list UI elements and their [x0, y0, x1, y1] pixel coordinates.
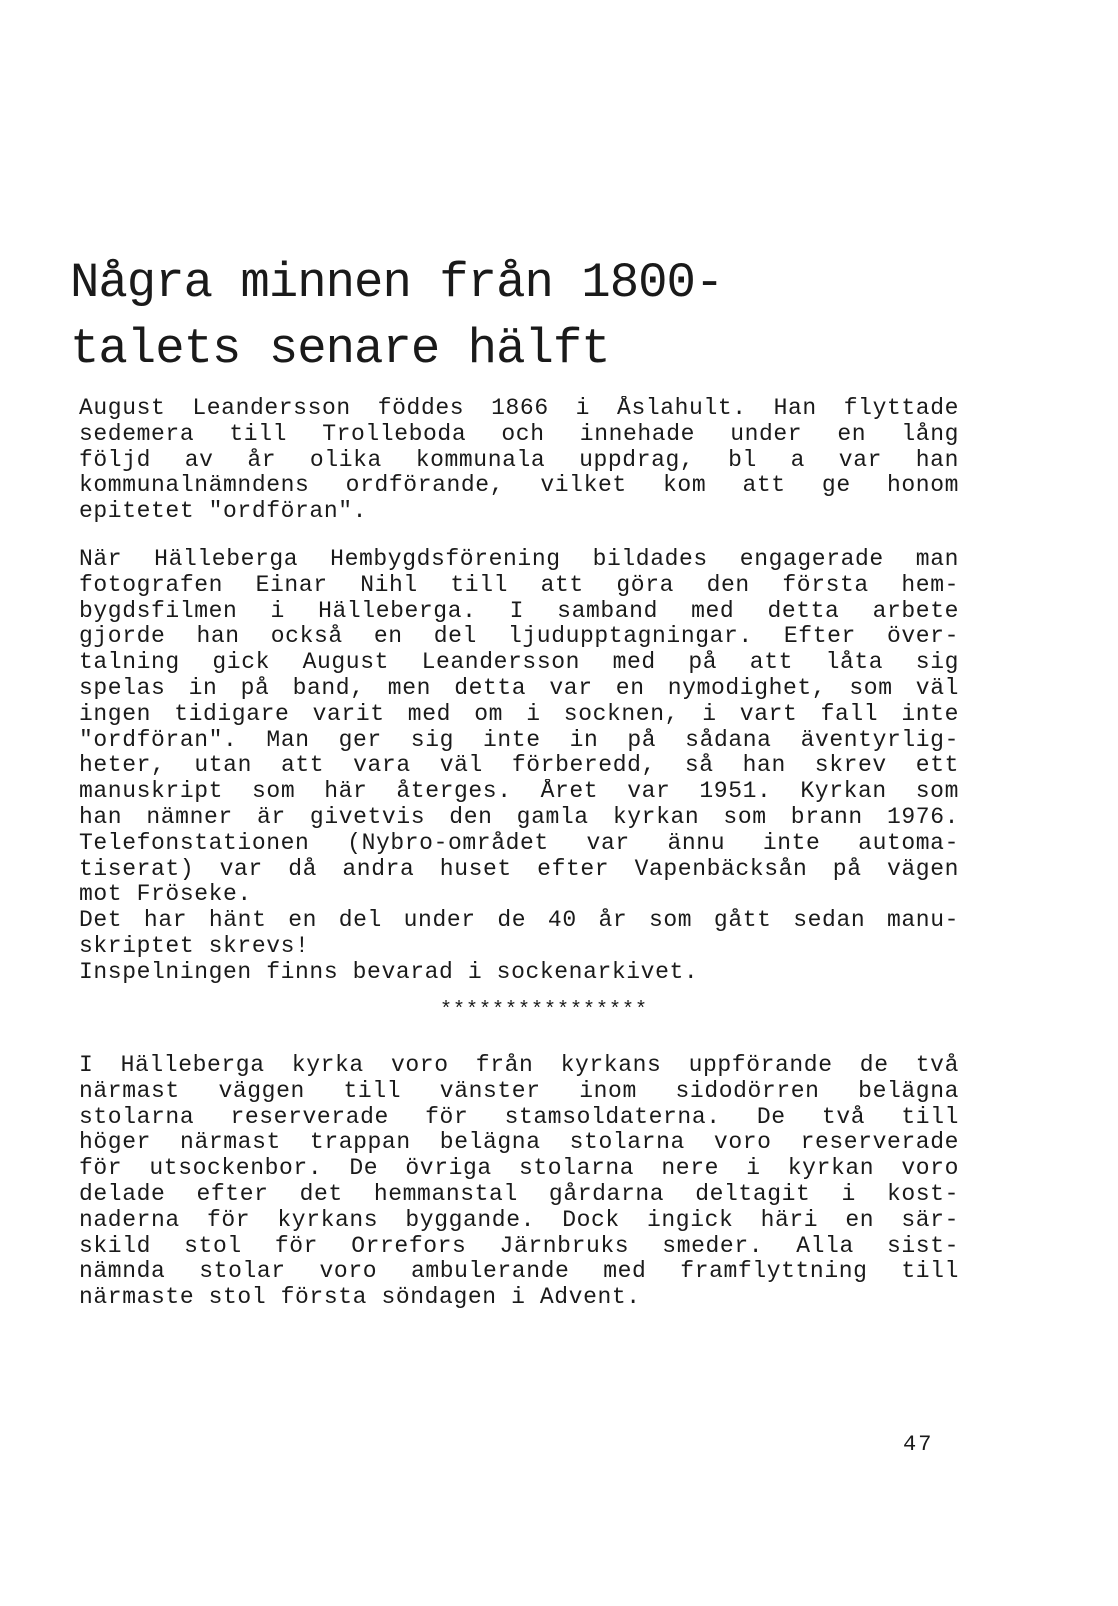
text-line: fotografen Einar Nihl till att göra den första hem-: [79, 572, 959, 598]
page-number: 47: [903, 1432, 934, 1457]
manuscript-paragraph: [79, 1053, 959, 1311]
text-line: När Hälleberga Hembygdsförening bildades engagerade man: [79, 547, 959, 572]
text-line: skild stol för Orrefors Järnbruks smeder. Alla sist-: [79, 1233, 959, 1259]
title-line-2: talets senare hälft: [70, 321, 610, 377]
text-line: I Hälleberga kyrka voro från kyrkans uppförande de två: [79, 1053, 959, 1078]
text-line: närmast väggen till vänster inom sidodörren belägna: [79, 1078, 959, 1104]
text-line: kommunalnämndens ordförande, vilket kom att ge honom: [79, 473, 959, 499]
page-title: [70, 250, 830, 382]
text-line: nämnda stolar voro ambulerande med framflyttning till: [79, 1259, 959, 1285]
text-line: följd av år olika kommunala uppdrag, bl a var han: [79, 447, 959, 473]
text-line: mot Fröseke.: [79, 882, 252, 908]
text-line: Telefonstationen (Nybro-området var ännu inte automa-: [79, 830, 959, 856]
title-line-1: Några minnen från 1800-: [70, 255, 724, 311]
text-line: tiserat) var då andra huset efter Vapenbäcksån på vägen: [79, 856, 959, 882]
text-line: han nämner är givetvis den gamla kyrkan som brann 1976.: [79, 804, 959, 830]
text-line: bygdsfilmen i Hälleberga. I samband med detta arbete: [79, 598, 959, 624]
text-line: Det har hänt en del under de 40 år som gått sedan manu-: [79, 908, 959, 934]
intro-paragraph-1: [79, 396, 959, 525]
text-line: delade efter det hemmanstal gårdarna deltagit i kost-: [79, 1181, 959, 1207]
section-divider: ****************: [439, 999, 649, 1022]
text-line: spelas in på band, men detta var en nymodighet, som väl: [79, 675, 959, 701]
text-line: talning gick August Leandersson med på att låta sig: [79, 650, 959, 676]
text-line: epitetet "ordföran".: [79, 499, 368, 525]
text-line: "ordföran". Man ger sig inte in på sådana äventyrlig-: [79, 727, 959, 753]
intro-paragraph-2: [79, 547, 959, 986]
text-line: för utsockenbor. De övriga stolarna nere i kyrkan voro: [79, 1156, 959, 1182]
text-line: heter, utan att vara väl förberedd, så han skrev ett: [79, 753, 959, 779]
text-line: höger närmast trappan belägna stolarna voro reserverade: [79, 1130, 959, 1156]
text-line: gjorde han också en del ljudupptagningar. Efter över-: [79, 624, 959, 650]
text-line: sedemera till Trolleboda och innehade under en lång: [79, 421, 959, 447]
text-line: stolarna reserverade för stamsoldaterna. De två till: [79, 1104, 959, 1130]
text-line: Inspelningen finns bevarad i sockenarkivet.: [79, 959, 699, 985]
text-line: August Leandersson föddes 1866 i Åslahult. Han flyttade: [79, 396, 959, 421]
text-line: naderna för kyrkans byggande. Dock ingick häri en sär-: [79, 1207, 959, 1233]
text-line: närmaste stol första söndagen i Advent.: [79, 1285, 641, 1311]
text-line: ingen tidigare varit med om i socknen, i vart fall inte: [79, 701, 959, 727]
text-line: manuskript som här återges. Året var 1951. Kyrkan som: [79, 779, 959, 805]
text-line: skriptet skrevs!: [79, 933, 310, 959]
